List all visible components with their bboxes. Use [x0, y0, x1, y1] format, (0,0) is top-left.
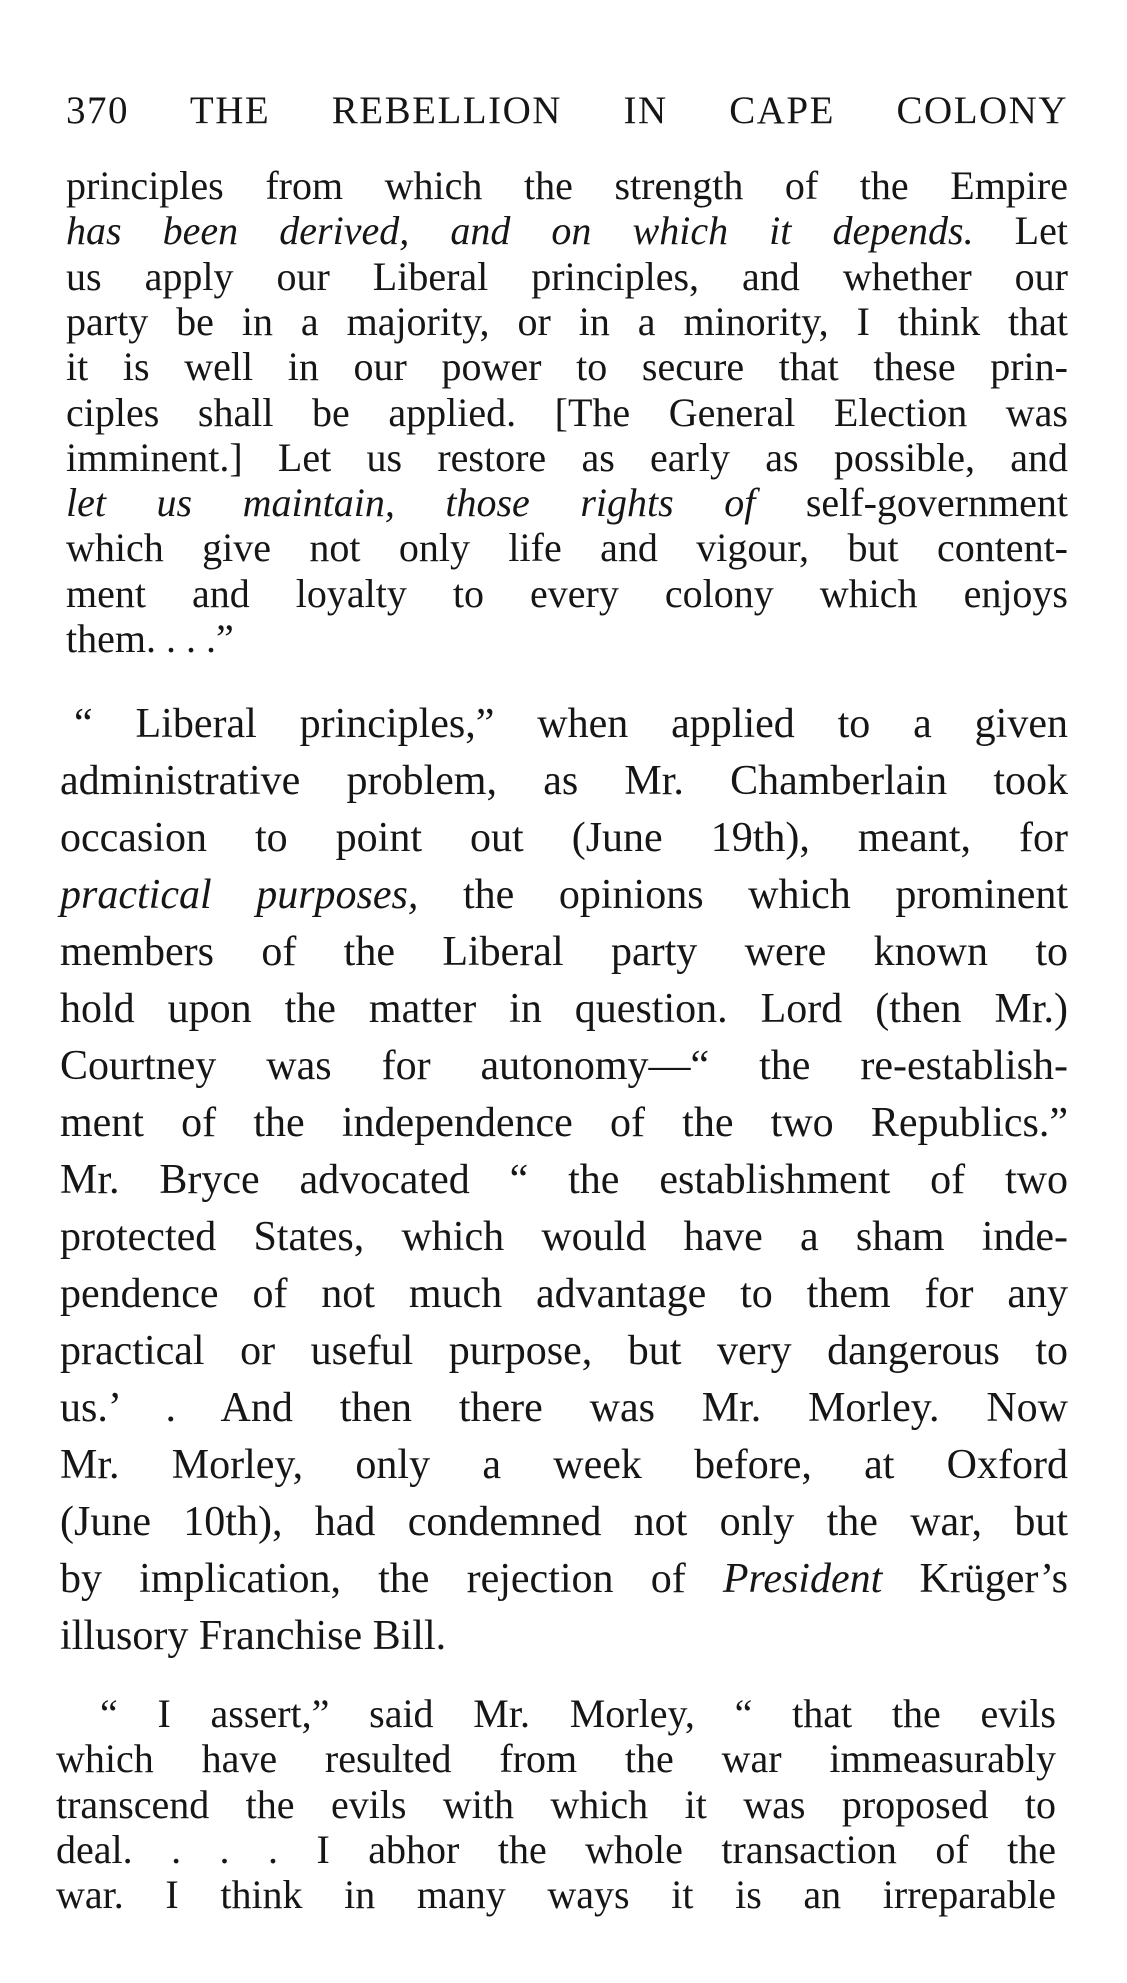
text-line: [66, 570, 1068, 617]
text-run: the opinions which prominent: [418, 872, 1069, 918]
italic-text: President: [722, 1556, 883, 1602]
text-line: [66, 389, 1068, 436]
page-number: 370: [66, 89, 129, 132]
text-line: [60, 871, 1068, 919]
text-line: [66, 524, 1068, 571]
text-run: Let: [973, 208, 1068, 254]
text-line: [60, 928, 1068, 976]
running-header: [66, 88, 1068, 133]
text-line: [66, 162, 1068, 209]
text-line: [60, 1441, 1068, 1489]
text-line: [56, 1826, 1056, 1873]
text-line: [60, 1156, 1068, 1204]
text-run: Courtney was for autonomy—“ the re-establish-: [60, 1043, 1068, 1089]
italic-text: practical purposes,: [60, 872, 419, 918]
text-run: Krüger’s: [882, 1556, 1068, 1602]
text-run: illusory Franchise Bill.: [60, 1613, 447, 1659]
text-run: us apply our Liberal principles, and whether our: [66, 253, 1068, 299]
text-line: [66, 298, 1068, 345]
text-run: pendence of not much advantage to them for any: [60, 1271, 1068, 1317]
text-line: [66, 207, 1068, 254]
text-line: [66, 479, 1068, 526]
text-run: principles from which the strength of the Empire: [66, 163, 1068, 208]
text-run: ment and loyalty to every colony which enjoys: [66, 570, 1068, 616]
text-run: deal. . . . I abhor the whole transaction of the: [56, 1826, 1056, 1872]
text-line: [60, 1384, 1068, 1432]
text-line: [60, 1498, 1068, 1546]
text-run: self-government: [755, 480, 1068, 526]
text-run: transcend the evils with which it was proposed to: [56, 1781, 1056, 1827]
text-run: protected States, which would have a sham inde-: [60, 1214, 1068, 1260]
italic-text: has been derived, and on which it depends.: [66, 208, 974, 254]
text-line: [60, 1213, 1068, 1261]
text-run: war. I think in many ways it is an irreparable: [56, 1872, 1056, 1918]
text-line: [60, 1270, 1068, 1318]
text-run: practical or useful purpose, but very dangerous to: [60, 1328, 1068, 1374]
text-line: [56, 1871, 1056, 1918]
text-line: [60, 1099, 1068, 1147]
text-run: Mr. Bryce advocated “ the establishment of two: [60, 1157, 1068, 1203]
text-run: “ Liberal principles,” when applied to a given: [74, 701, 1068, 747]
text-run: imminent.] Let us restore as early as possible, and: [66, 434, 1068, 480]
text-line: [56, 1781, 1056, 1828]
text-line: [66, 253, 1068, 300]
text-run: occasion to point out (June 19th), meant, for: [60, 815, 1068, 861]
text-run: us.’ . And then there was Mr. Morley. Now: [60, 1385, 1068, 1431]
text-run: them. . . .”: [66, 616, 234, 661]
text-run: it is well in our power to secure that these prin-: [66, 344, 1068, 390]
text-run: administrative problem, as Mr. Chamberlain took: [60, 758, 1068, 804]
text-line: [56, 1735, 1056, 1782]
text-line: [60, 1327, 1068, 1375]
text-line: [60, 985, 1068, 1033]
text-line: [74, 700, 1068, 748]
text-run: hold upon the matter in question. Lord (then Mr.): [60, 986, 1068, 1032]
text-run: members of the Liberal party were known to: [60, 929, 1068, 975]
text-line: [66, 434, 1068, 481]
text-run: by implication, the rejection of: [60, 1556, 723, 1602]
text-line: [60, 1042, 1068, 1090]
text-run: which have resulted from the war immeasurably: [56, 1736, 1056, 1782]
text-line: [60, 814, 1068, 862]
text-run: Mr. Morley, only a week before, at Oxford: [60, 1442, 1068, 1488]
text-run: ment of the independence of the two Republics.”: [60, 1100, 1068, 1146]
text-line: [60, 1612, 1068, 1660]
text-line: [100, 1690, 1056, 1737]
running-title: THE REBELLION IN CAPE COLONY: [189, 89, 1069, 132]
text-line: [66, 343, 1068, 390]
text-run: (June 10th), had condemned not only the war, but: [60, 1499, 1068, 1545]
text-line: [60, 757, 1068, 805]
text-run: ciples shall be applied. [The General Election was: [66, 389, 1068, 435]
text-line: [60, 1555, 1068, 1603]
text-run: which give not only life and vigour, but content-: [66, 525, 1068, 571]
text-run: “ I assert,” said Mr. Morley, “ that the evils: [100, 1691, 1056, 1736]
text-run: party be in a majority, or in a minority, I think that: [66, 298, 1068, 344]
italic-text: let us maintain, those rights of: [66, 480, 756, 526]
text-line: [66, 615, 1068, 662]
